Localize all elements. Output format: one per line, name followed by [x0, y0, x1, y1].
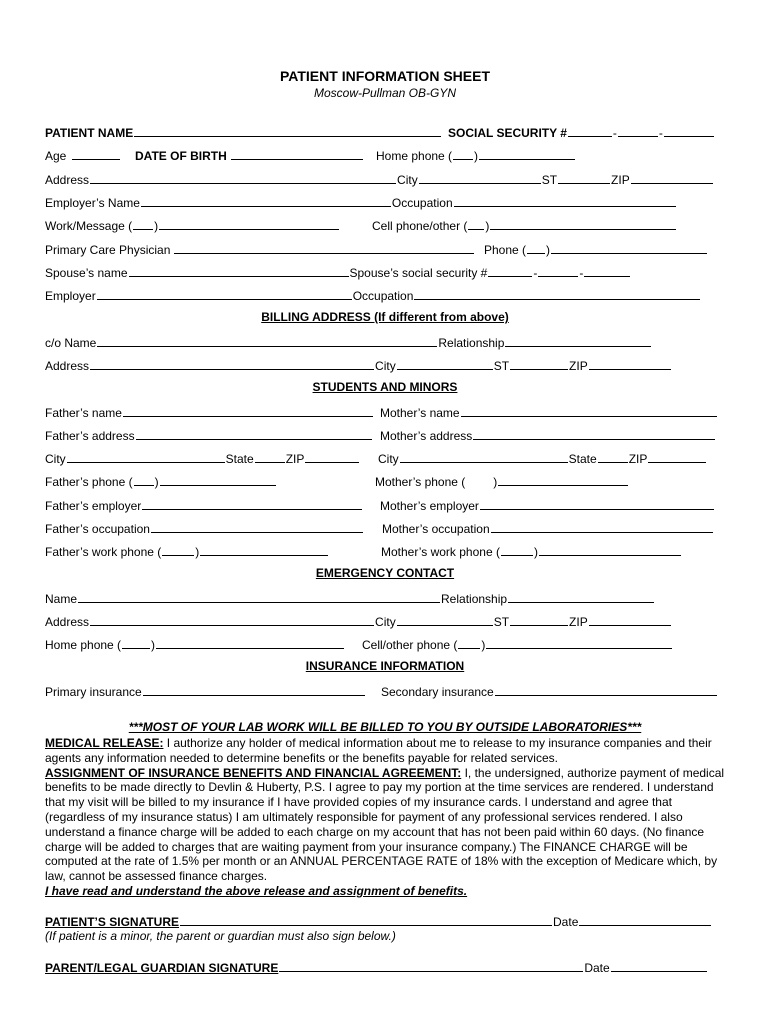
st-label: ST [493, 359, 510, 373]
paren-close: ) [474, 149, 479, 163]
age-field[interactable] [45, 147, 121, 164]
city-label: City [375, 359, 396, 373]
zip-label: ZIP [285, 452, 305, 466]
father-occupation-field[interactable] [45, 520, 364, 537]
father-employer-label: Father’s employer [45, 499, 142, 513]
ssn-dash: - [579, 266, 584, 280]
mother-work-phone-label: Mother’s work phone ( [381, 545, 500, 559]
emergency-home-phone-field[interactable] [45, 636, 345, 653]
address-label: Address [45, 359, 90, 373]
co-name-label: c/o Name [45, 336, 97, 350]
mother-address-field[interactable] [380, 427, 716, 444]
occupation-label: Occupation [391, 196, 453, 210]
state-label: State [225, 452, 254, 466]
emergency-cell-field[interactable] [362, 636, 673, 653]
mother-phone-field[interactable] [375, 473, 629, 490]
paren-close: ) [154, 475, 159, 489]
father-phone-label: Father’s phone ( [45, 475, 133, 489]
father-phone-field[interactable] [45, 473, 277, 490]
occupation-label: Occupation [352, 289, 414, 303]
state-label: State [568, 452, 597, 466]
patient-signature-label: PATIENT’S SIGNATURE [45, 915, 180, 929]
date-label: Date [584, 961, 610, 975]
pcp-label: Primary Care Physician [45, 243, 171, 257]
mother-name-label: Mother’s name [380, 406, 460, 420]
pcp-field[interactable] [45, 241, 475, 258]
father-employer-field[interactable] [45, 497, 363, 514]
release-text [45, 736, 735, 899]
relationship-label: Relationship [438, 336, 505, 350]
father-work-phone-field[interactable] [45, 543, 329, 560]
spouse-name-field[interactable] [45, 264, 631, 281]
acknowledgement: I have read and understand the above release and assignment of benefits. [45, 883, 468, 898]
pcp-phone-field[interactable] [484, 241, 708, 258]
paren-close: ) [481, 638, 486, 652]
father-name-label: Father’s name [45, 406, 122, 420]
father-city-field[interactable] [45, 450, 360, 467]
guardian-signature-field[interactable] [45, 959, 708, 976]
mother-city-field[interactable] [378, 450, 707, 467]
paren-close: ) [493, 475, 498, 489]
address-label: Address [45, 173, 90, 187]
mother-address-label: Mother’s address [380, 429, 473, 443]
emergency-heading: EMERGENCY CONTACT [315, 566, 455, 580]
spouse-employer-field[interactable] [45, 287, 701, 304]
relationship-label: Relationship [441, 592, 508, 606]
employer-name-field[interactable] [45, 194, 677, 211]
father-name-field[interactable] [45, 404, 374, 421]
patient-name-label: PATIENT NAME [45, 126, 134, 140]
ssn-dash: - [612, 126, 617, 140]
st-label: ST [493, 615, 510, 629]
page-subtitle: Moscow-Pullman OB-GYN [313, 86, 457, 100]
patient-name-field[interactable] [45, 124, 442, 141]
mother-occupation-field[interactable] [382, 520, 714, 537]
age-label: Age [45, 149, 67, 163]
patient-signature-field[interactable] [45, 913, 712, 930]
co-name-field[interactable] [45, 334, 652, 351]
mother-work-phone-field[interactable] [381, 543, 682, 560]
cell-phone-label: Cell/other phone ( [362, 638, 458, 652]
paren-close: ) [533, 545, 538, 559]
mother-phone-label: Mother’s phone ( [375, 475, 466, 489]
home-phone-field[interactable] [376, 147, 576, 164]
emergency-address-field[interactable] [45, 613, 672, 630]
assignment-label: ASSIGNMENT OF INSURANCE BENEFITS AND FINANCIAL AGREEMENT: [45, 765, 462, 780]
students-heading: STUDENTS AND MINORS [312, 380, 458, 394]
paren-close: ) [151, 638, 156, 652]
work-message-field[interactable] [45, 217, 340, 234]
zip-label: ZIP [628, 452, 648, 466]
spouse-ssn-label: Spouse’s social security # [349, 266, 488, 280]
ssn-dash: - [658, 126, 663, 140]
home-phone-label: Home phone ( [45, 638, 122, 652]
ssn-dash: - [533, 266, 538, 280]
mother-occupation-label: Mother’s occupation [382, 522, 490, 536]
father-work-phone-label: Father’s work phone ( [45, 545, 162, 559]
insurance-heading: INSURANCE INFORMATION [305, 659, 465, 673]
city-label: City [397, 173, 418, 187]
paren-close: ) [195, 545, 200, 559]
city-label: City [378, 452, 399, 466]
ssn-field[interactable] [448, 124, 715, 141]
father-address-field[interactable] [45, 427, 373, 444]
paren-close: ) [154, 219, 159, 233]
billing-heading: BILLING ADDRESS (If different from above) [261, 310, 509, 324]
father-address-label: Father’s address [45, 429, 135, 443]
primary-insurance-label: Primary insurance [45, 685, 142, 699]
cell-phone-label: Cell phone/other ( [372, 219, 468, 233]
spouse-name-label: Spouse’s name [45, 266, 128, 280]
mother-name-field[interactable] [380, 404, 718, 421]
paren-close: ) [546, 243, 551, 257]
mother-employer-field[interactable] [380, 497, 715, 514]
home-phone-label: Home phone ( [376, 149, 453, 163]
guardian-signature-label: PARENT/LEGAL GUARDIAN SIGNATURE [45, 961, 279, 975]
st-label: ST [541, 173, 558, 187]
page-title: PATIENT INFORMATION SHEET [280, 68, 490, 84]
zip-label: ZIP [611, 173, 630, 187]
secondary-insurance-field[interactable] [381, 683, 718, 700]
cell-phone-field[interactable] [372, 217, 677, 234]
mother-employer-label: Mother’s employer [380, 499, 479, 513]
dob-field[interactable] [135, 147, 364, 164]
medical-release-text: I authorize any holder of medical information about me to release to my insurance companies and their agents any information needed to determine benefits or the benefits payable for related services. [45, 736, 712, 765]
dob-label: DATE OF BIRTH [135, 149, 227, 163]
emergency-name-field[interactable] [45, 590, 655, 607]
city-label: City [45, 452, 66, 466]
lab-billing-notice: ***MOST OF YOUR LAB WORK WILL BE BILLED TO YOU BY OUTSIDE LABORATORIES*** [128, 720, 642, 734]
name-label: Name [45, 592, 78, 606]
paren-close: ) [485, 219, 490, 233]
billing-address-field[interactable] [45, 357, 672, 374]
father-occupation-label: Father’s occupation [45, 522, 150, 536]
address-field[interactable] [45, 171, 714, 188]
zip-label: ZIP [569, 615, 588, 629]
primary-insurance-field[interactable] [45, 683, 366, 700]
ssn-label: SOCIAL SECURITY # [448, 126, 567, 140]
address-label: Address [45, 615, 90, 629]
date-label: Date [553, 915, 579, 929]
pcp-phone-label: Phone ( [484, 243, 527, 257]
city-label: City [375, 615, 396, 629]
employer-name-label: Employer’s Name [45, 196, 140, 210]
medical-release-label: MEDICAL RELEASE: [45, 736, 164, 750]
assignment-text: I, the undersigned, authorize payment of medical benefits to be made directly to Devlin & Huberty, P.S. I agree to pay my portion at the time services are rendered. I understand that my visit will be billed to my insurance if I have provided copies of my insurance cards. I understand and agree that (regardless of my insurance status) I am ultimately responsible for payment of any professional services rendered. I also understand a finance charge will be added to each charge on my account that has not been paid within 60 days. (No finance charge will be added to charges that are waiting payment from your insurance company.) The FINANCE CHARGE will be computed at the rate of 1.5% per month or an ANNUAL PERCENTAGE RATE of 18% with the exception of Medicare which, by law, cannot be assessed finance charges. [45, 765, 725, 884]
work-message-label: Work/Message ( [45, 219, 133, 233]
secondary-insurance-label: Secondary insurance [381, 685, 494, 699]
employer-label: Employer [45, 289, 96, 303]
minor-note: (If patient is a minor, the parent or guardian must also sign below.) [45, 929, 396, 943]
zip-label: ZIP [569, 359, 588, 373]
